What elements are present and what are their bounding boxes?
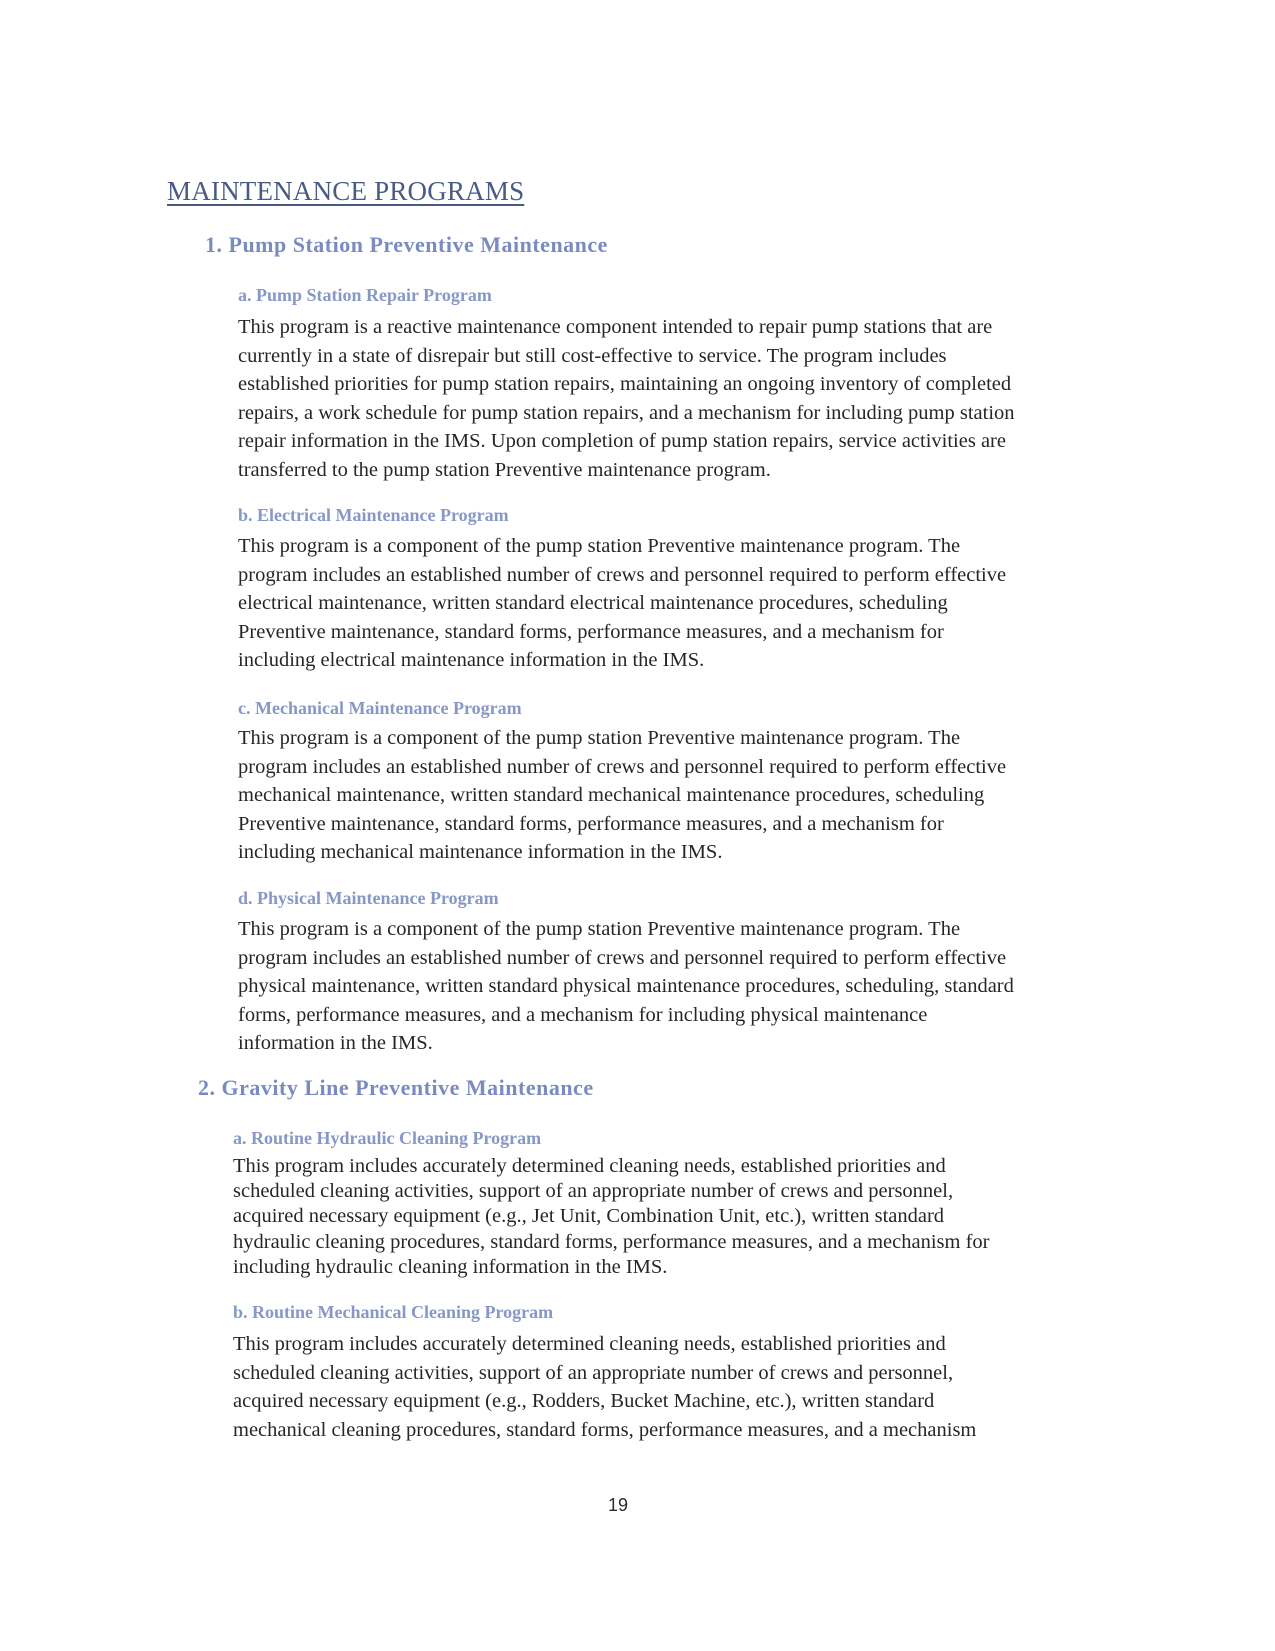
sub-heading-pump-station-repair: a. Pump Station Repair Program	[238, 285, 492, 305]
paragraph-pump-station-repair: This program is a reactive maintenance component intended to repair pump stations that are currently in a state of disrepair but still cost-effective to service. The program includes established priorities for pump station repairs, maintaining an ongoing inventory of completed repairs, a work schedule for pump station repairs, and a mechanism for including pump station repair information in the IMS. Upon completion of pump station repairs, service activities are transferred to the pump station Preventive maintenance program.	[238, 316, 1015, 481]
sub-heading-mechanical-cleaning: b. Routine Mechanical Cleaning Program	[233, 1302, 554, 1322]
sub-heading-physical-maintenance: d. Physical Maintenance Program	[238, 888, 499, 908]
page-number: 19	[608, 1495, 629, 1515]
sub-heading-hydraulic-cleaning: a. Routine Hydraulic Cleaning Program	[233, 1128, 542, 1148]
page-title: MAINTENANCE PROGRAMS	[167, 176, 525, 206]
paragraph-mechanical-cleaning: This program includes accurately determined cleaning needs, established priorities and scheduled cleaning activities, support of an appropriate number of crews and personnel, acquired necessary equipment (e.g., Rodders, Bucket Machine, etc.), written standard mechanical cleaning procedures, standard forms, performance measures, and a mechanism	[233, 1333, 977, 1441]
section-heading-gravity-line: 2. Gravity Line Preventive Maintenance	[198, 1075, 594, 1100]
paragraph-electrical-maintenance: This program is a component of the pump station Preventive maintenance program. The program includes an established number of crews and personnel required to perform effective electrical maintenance, written standard electrical maintenance procedures, scheduling Preventive maintenance, standard forms, performance measures, and a mechanism for including electrical maintenance information in the IMS.	[238, 535, 1007, 672]
section-heading-pump-station: 1. Pump Station Preventive Maintenance	[205, 232, 608, 257]
paragraph-mechanical-maintenance: This program is a component of the pump station Preventive maintenance program. The program includes an established number of crews and personnel required to perform effective mechanical maintenance, written standard mechanical maintenance procedures, scheduling Preventive maintenance, standard forms, performance measures, and a mechanism for including mechanical maintenance information in the IMS.	[238, 727, 1007, 864]
sub-heading-electrical-maintenance: b. Electrical Maintenance Program	[238, 505, 509, 525]
paragraph-physical-maintenance: This program is a component of the pump station Preventive maintenance program. The program includes an established number of crews and personnel required to perform effective physical maintenance, written standard physical maintenance procedures, scheduling, standard forms, performance measures, and a mechanism for including physical maintenance information in the IMS.	[238, 918, 1014, 1055]
paragraph-hydraulic-cleaning: This program includes accurately determined cleaning needs, established priorities and scheduled cleaning activities, support of an appropriate number of crews and personnel, acquired necessary equipment (e.g., Jet Unit, Combination Unit, etc.), written standard hydraulic cleaning procedures, standard forms, performance measures, and a mechanism for including hydraulic cleaning information in the IMS.	[233, 1155, 990, 1278]
sub-heading-mechanical-maintenance: c. Mechanical Maintenance Program	[238, 698, 522, 718]
